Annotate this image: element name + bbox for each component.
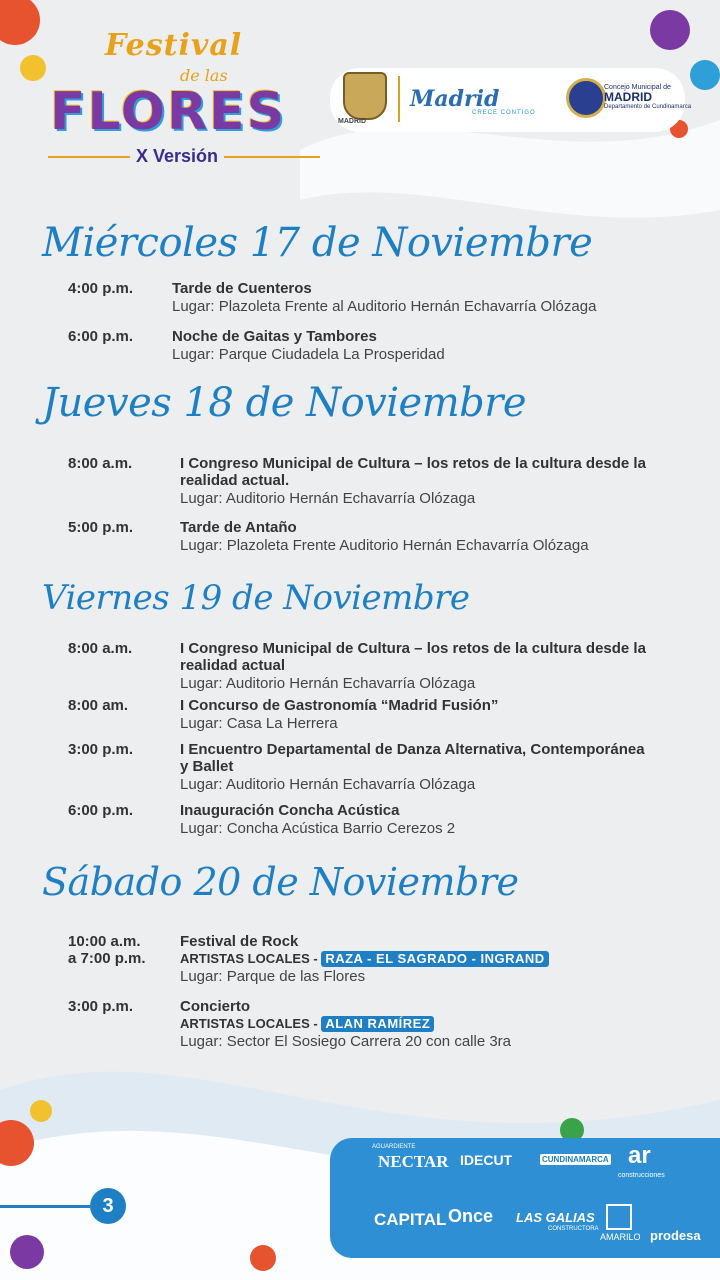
event-place: Lugar: Auditorio Hernán Echavarría Olózaga: [180, 675, 476, 692]
page-indicator-line: [0, 1205, 90, 1208]
sponsor-sub-label: CONSTRUCTORA: [548, 1226, 599, 1232]
event-place: Lugar: Concha Acústica Barrio Cerezos 2: [180, 820, 456, 837]
sponsor-sub-label: AGUARDIENTE: [372, 1144, 416, 1150]
event-title: Noche de Gaitas y Tambores: [172, 328, 377, 345]
header: [0, 0, 720, 200]
event-title: I Concurso de Gastronomía “Madrid Fusión”: [180, 697, 499, 714]
festival-logo-flores: FLORES: [50, 82, 287, 142]
event-place: Lugar: Auditorio Hernán Echavarría Olózaga: [180, 776, 476, 793]
festival-version: X Versión: [130, 146, 224, 167]
event-time: 8:00 a.m.: [68, 640, 133, 657]
madrid-logo: Madrid: [410, 86, 500, 112]
sponsor-logo: ar: [628, 1142, 651, 1169]
festival-logo-subtitle: de las: [180, 66, 228, 85]
day-heading: Sábado 20 de Noviembre: [42, 860, 519, 904]
event-place: Lugar: Plazoleta Frente al Auditorio Hernán Echavarría Olózaga: [172, 298, 597, 315]
event-place: Lugar: Auditorio Hernán Echavarría Olózaga: [180, 490, 476, 507]
event-time: 6:00 p.m.: [68, 328, 134, 345]
event-time: 3:00 p.m.: [68, 741, 134, 758]
coat-of-arms-icon: [343, 72, 387, 120]
event-title: Inauguración Concha Acústica: [180, 802, 400, 819]
event-place: Lugar: Sector El Sosiego Carrera 20 con calle 3ra: [180, 1033, 512, 1050]
artists-label: ARTISTAS LOCALES -: [180, 951, 318, 966]
flower-decoration: [250, 1245, 276, 1271]
artists-label: ARTISTAS LOCALES -: [180, 1016, 318, 1031]
event-place: Lugar: Parque de las Flores: [180, 968, 366, 985]
event-title: Festival de Rock: [180, 933, 299, 950]
event-title: Tarde de Cuenteros: [172, 280, 312, 297]
event-title: I Congreso Municipal de Cultura – los retos de la cultura desde la realidad actual.: [180, 455, 646, 489]
concejo-line: Concejo Municipal de: [604, 84, 671, 91]
day-heading: Miércoles 17 de Noviembre: [42, 220, 593, 266]
sponsor-logo: CAPITAL: [374, 1210, 447, 1229]
event-time: 6:00 p.m.: [68, 802, 134, 819]
day-heading: Viernes 19 de Noviembre: [42, 578, 470, 618]
event-place: Lugar: Parque Ciudadela La Prosperidad: [172, 346, 445, 363]
event-time: 8:00 am.: [68, 697, 129, 714]
event-title: Concierto: [180, 998, 251, 1015]
sponsor-logo: LAS GALIAS: [516, 1210, 595, 1225]
page-number: 3: [90, 1188, 126, 1224]
event-place: Lugar: Casa La Herrera: [180, 715, 338, 732]
event-place: Lugar: Plazoleta Frente Auditorio Hernán Echavarría Olózaga: [180, 537, 589, 554]
artists-badge: ALAN RAMÍREZ: [321, 1016, 434, 1032]
sponsor-logo: IDECUT: [460, 1152, 513, 1168]
concejo-line: Departamento de Cundinamarca: [604, 103, 692, 110]
sponsors-panel: [330, 1138, 720, 1258]
event-title: Tarde de Antaño: [180, 519, 297, 536]
concejo-logo: [604, 84, 691, 110]
flower-decoration: [10, 1235, 44, 1269]
amarilo-icon: [606, 1204, 632, 1230]
artists-badge: RAZA - EL SAGRADO - INGRAND: [321, 951, 548, 967]
concejo-seal-icon: [566, 78, 606, 118]
event-time: 3:00 p.m.: [68, 998, 134, 1015]
day-heading: Jueves 18 de Noviembre: [42, 380, 527, 426]
sponsor-logo: NECTAR: [378, 1152, 449, 1171]
sponsor-logo: CUNDINAMARCA: [542, 1155, 609, 1164]
event-time: 4:00 p.m.: [68, 280, 134, 297]
concejo-line: MADRID: [604, 90, 652, 105]
sponsor-sub-label: construcciones: [618, 1172, 665, 1179]
sponsor-logo: prodesa: [650, 1228, 701, 1243]
event-artists: [180, 950, 700, 967]
event-time: 8:00 a.m.: [68, 455, 133, 472]
sponsor-logo: Once: [448, 1206, 494, 1226]
divider: [398, 76, 400, 122]
flower-decoration: [30, 1100, 52, 1122]
event-time: 10:00 a.m. a 7:00 p.m.: [68, 933, 146, 967]
alcaldia-label: MADRID: [338, 118, 366, 125]
sponsor-logo: AMARILO: [600, 1232, 641, 1242]
festival-logo-title: Festival: [105, 28, 243, 63]
event-time: 5:00 p.m.: [68, 519, 134, 536]
event-title: I Encuentro Departamental de Danza Alternativa, Contemporánea y Ballet: [180, 741, 645, 775]
madrid-tagline: CRECE CONTIGO: [472, 110, 536, 116]
event-artists: [180, 1015, 700, 1032]
event-title: I Congreso Municipal de Cultura – los retos de la cultura desde la realidad actual: [180, 640, 646, 674]
